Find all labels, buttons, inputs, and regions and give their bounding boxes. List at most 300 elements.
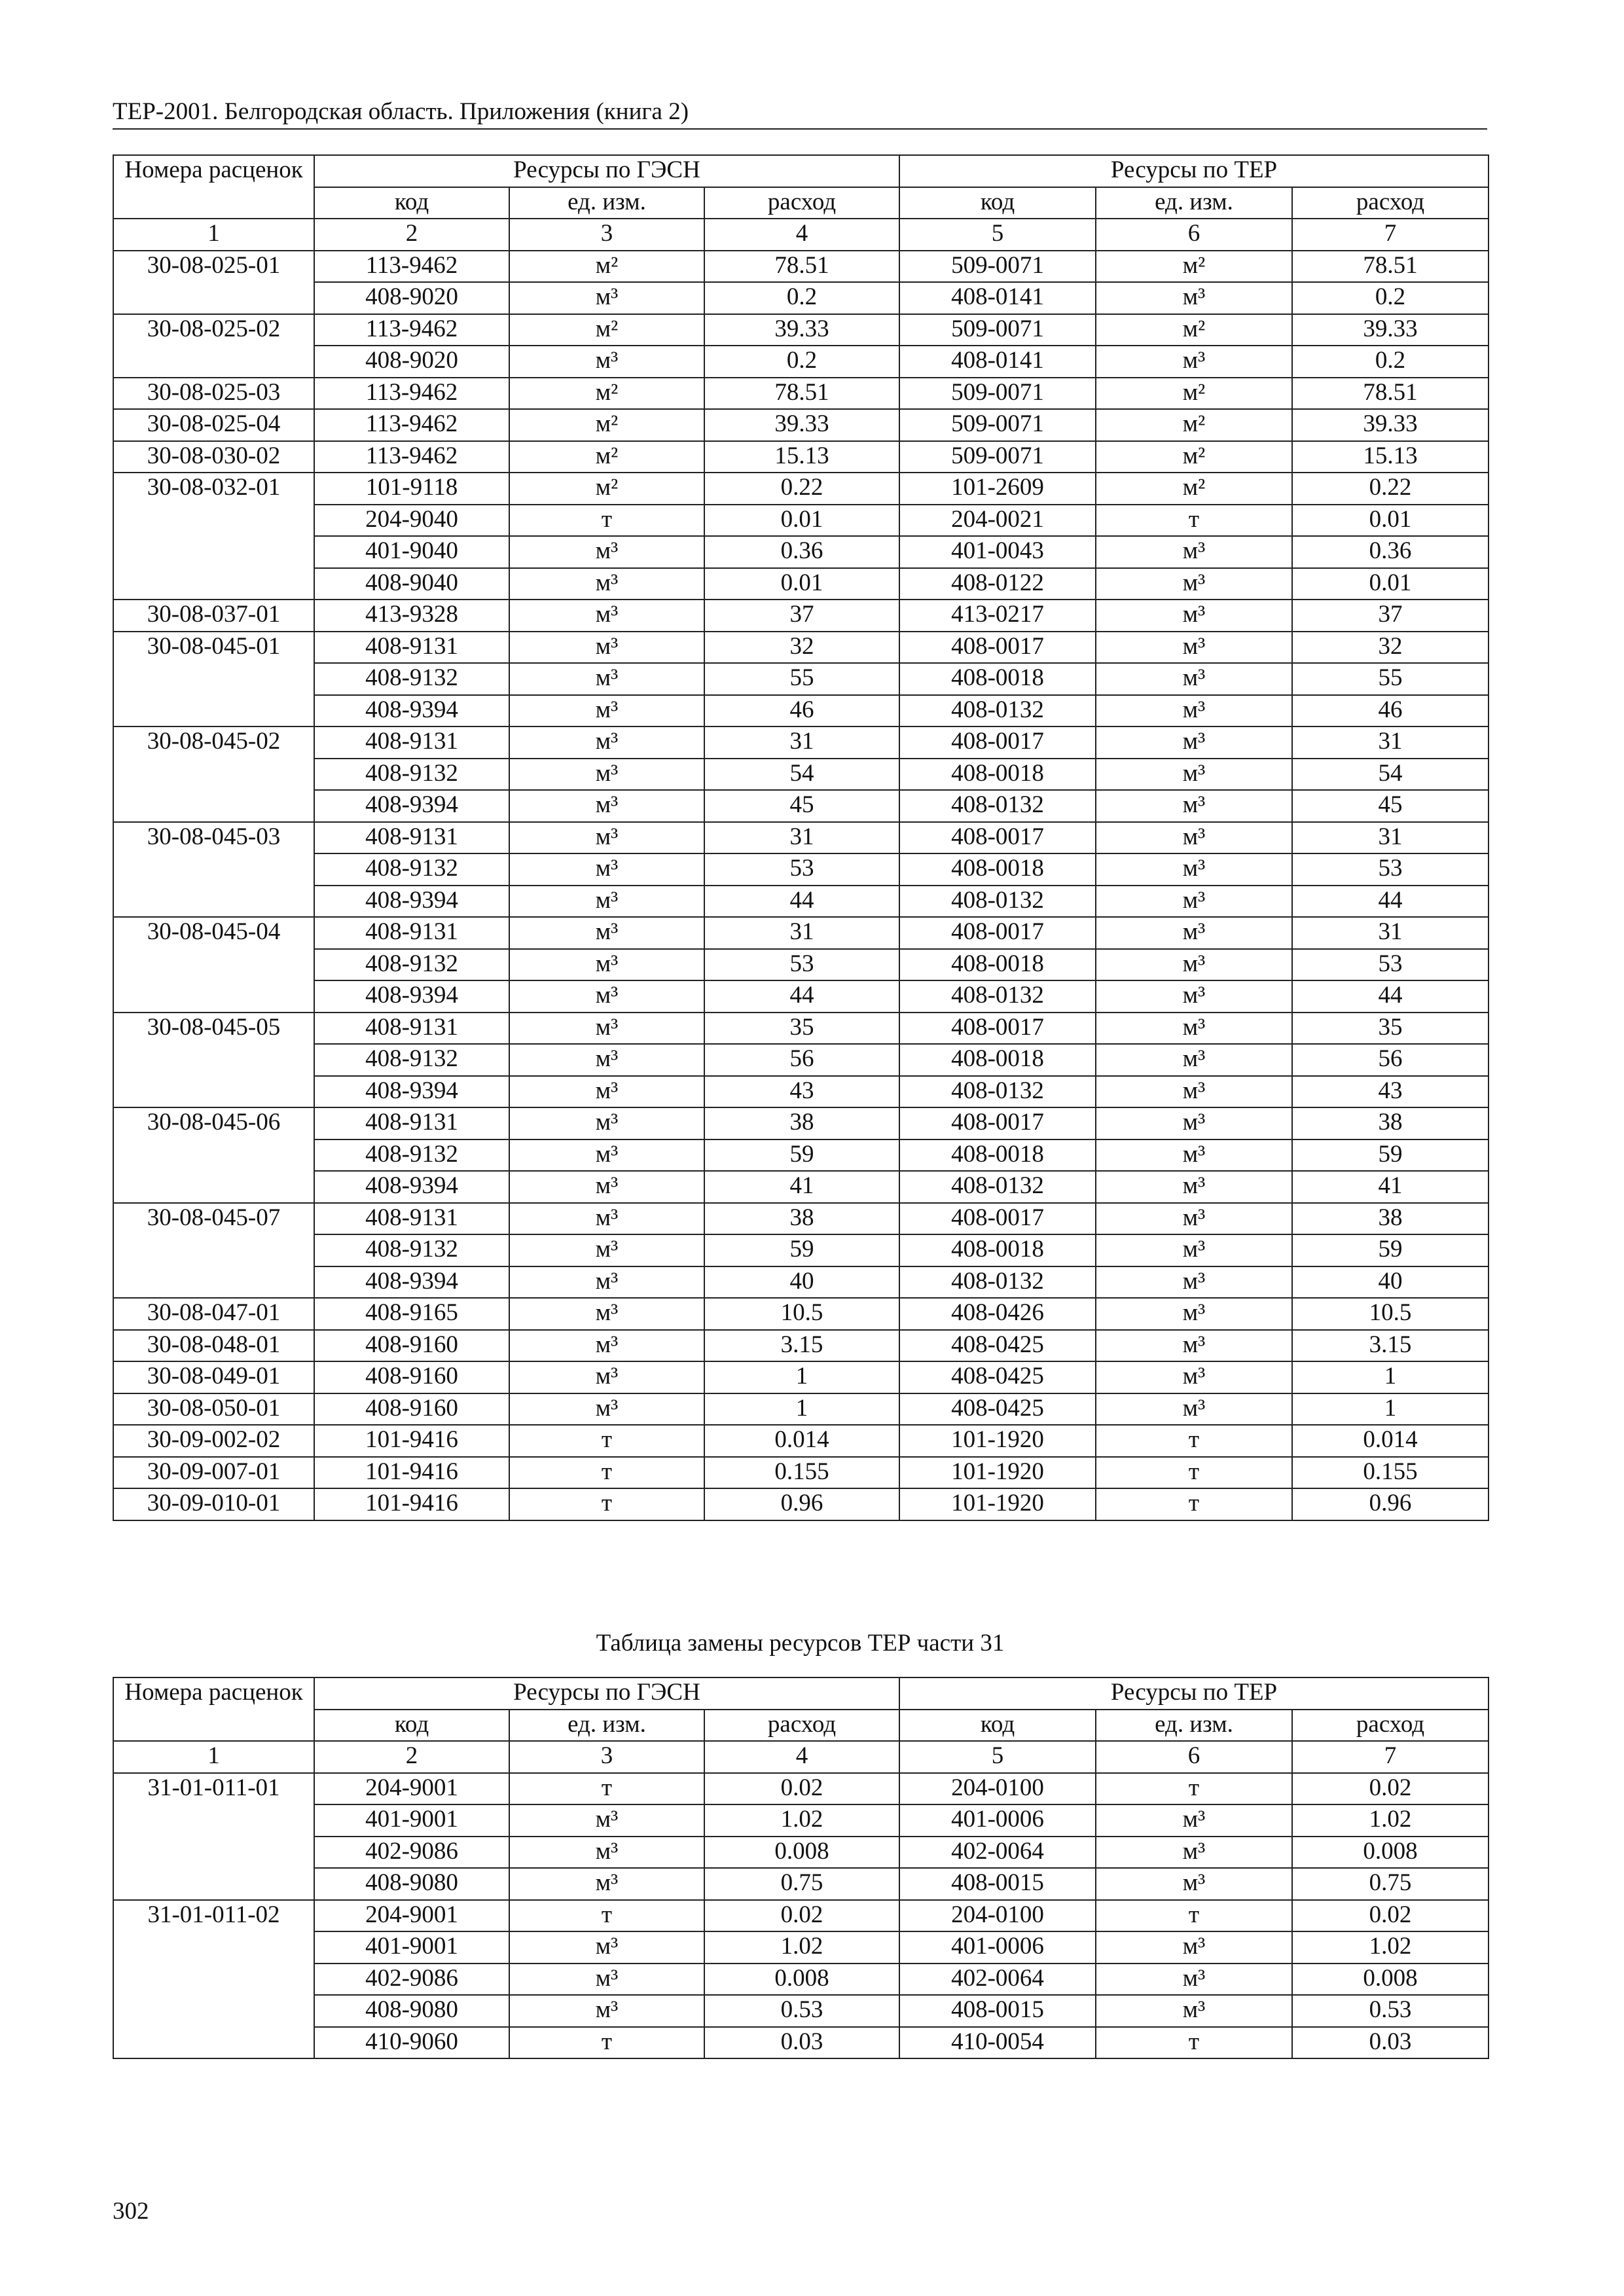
table-row	[113, 1931, 1489, 1964]
rate-number-cell: 30-08-025-01	[113, 251, 314, 314]
table-row	[113, 1298, 1489, 1330]
ter-unit-cell: м³	[1096, 1044, 1292, 1076]
column-number: 4	[704, 1741, 899, 1773]
gesn-qty-cell: 78.51	[704, 251, 899, 283]
gesn-qty-cell: 0.22	[704, 473, 899, 505]
ter-qty-cell: 41	[1292, 1171, 1489, 1203]
table-row	[113, 282, 1489, 314]
gesn-code-cell: 402-9086	[314, 1837, 509, 1869]
ter-unit-cell: м³	[1096, 759, 1292, 791]
gesn-unit-cell: м²	[509, 251, 704, 283]
ter-unit-cell: т	[1096, 1488, 1292, 1520]
ter-unit-cell: м³	[1096, 1804, 1292, 1837]
ter-code-cell: 408-0017	[899, 1013, 1096, 1045]
ter-code-cell: 408-0425	[899, 1361, 1096, 1393]
column-number: 6	[1096, 219, 1292, 251]
table-row	[113, 853, 1489, 886]
table-row	[113, 1139, 1489, 1172]
rate-number-cell: 30-08-045-06	[113, 1107, 314, 1203]
table-row	[113, 409, 1489, 441]
gesn-qty-cell: 0.155	[704, 1457, 899, 1489]
gesn-qty-cell: 1.02	[704, 1804, 899, 1837]
ter-qty-cell: 31	[1292, 726, 1489, 759]
header-gesn-unit: ед. изм.	[509, 187, 704, 219]
gesn-code-cell: 408-9165	[314, 1298, 509, 1330]
table-row	[113, 1361, 1489, 1393]
ter-code-cell: 408-0132	[899, 1266, 1096, 1299]
ter-qty-cell: 0.36	[1292, 536, 1489, 568]
ter-unit-cell: м³	[1096, 600, 1292, 632]
ter-unit-cell: т	[1096, 505, 1292, 537]
gesn-unit-cell: м³	[509, 1234, 704, 1266]
ter-qty-cell: 38	[1292, 1107, 1489, 1139]
ter-qty-cell: 3.15	[1292, 1330, 1489, 1362]
column-number: 7	[1292, 1741, 1489, 1773]
gesn-code-cell: 408-9040	[314, 568, 509, 600]
table-row	[113, 378, 1489, 410]
gesn-code-cell: 408-9080	[314, 1868, 509, 1900]
gesn-qty-cell: 1.02	[704, 1931, 899, 1964]
column-number: 3	[509, 1741, 704, 1773]
gesn-qty-cell: 0.01	[704, 505, 899, 537]
header-ter-code: код	[899, 187, 1096, 219]
rate-number-cell: 30-09-010-01	[113, 1488, 314, 1520]
gesn-unit-cell: м³	[509, 1393, 704, 1426]
gesn-unit-cell: м³	[509, 1171, 704, 1203]
column-number: 7	[1292, 219, 1489, 251]
gesn-code-cell: 408-9160	[314, 1330, 509, 1362]
ter-code-cell: 204-0100	[899, 1900, 1096, 1932]
gesn-code-cell: 408-9132	[314, 1044, 509, 1076]
table-header-row-2	[113, 187, 1489, 219]
ter-unit-cell: т	[1096, 1457, 1292, 1489]
gesn-code-cell: 408-9132	[314, 1234, 509, 1266]
ter-qty-cell: 45	[1292, 790, 1489, 822]
rate-number-cell: 30-08-045-02	[113, 726, 314, 822]
table-row	[113, 441, 1489, 473]
gesn-unit-cell: м³	[509, 1837, 704, 1869]
gesn-code-cell: 408-9131	[314, 1013, 509, 1045]
table-row	[113, 1964, 1489, 1996]
gesn-code-cell: 408-9132	[314, 949, 509, 981]
gesn-code-cell: 408-9132	[314, 853, 509, 886]
header-gesn-code: код	[314, 187, 509, 219]
ter-code-cell: 101-1920	[899, 1425, 1096, 1457]
gesn-qty-cell: 56	[704, 1044, 899, 1076]
gesn-code-cell: 408-9131	[314, 917, 509, 949]
gesn-qty-cell: 37	[704, 600, 899, 632]
table-row	[113, 632, 1489, 664]
gesn-unit-cell: м³	[509, 346, 704, 378]
gesn-qty-cell: 0.02	[704, 1900, 899, 1932]
gesn-unit-cell: м³	[509, 1931, 704, 1964]
gesn-unit-cell: м³	[509, 726, 704, 759]
gesn-code-cell: 401-9001	[314, 1931, 509, 1964]
ter-unit-cell: м³	[1096, 886, 1292, 918]
gesn-qty-cell: 39.33	[704, 409, 899, 441]
gesn-code-cell: 408-9132	[314, 759, 509, 791]
gesn-qty-cell: 0.2	[704, 346, 899, 378]
rate-number-cell: 30-08-025-04	[113, 409, 314, 441]
column-number: 5	[899, 1741, 1096, 1773]
gesn-qty-cell: 31	[704, 822, 899, 854]
rate-number-cell: 30-08-037-01	[113, 600, 314, 632]
ter-code-cell: 408-0018	[899, 853, 1096, 886]
gesn-unit-cell: м²	[509, 314, 704, 346]
gesn-qty-cell: 55	[704, 663, 899, 695]
ter-qty-cell: 38	[1292, 1203, 1489, 1235]
ter-qty-cell: 1	[1292, 1393, 1489, 1426]
gesn-unit-cell: м³	[509, 1298, 704, 1330]
gesn-unit-cell: м³	[509, 1044, 704, 1076]
column-number-row	[113, 219, 1489, 251]
gesn-code-cell: 101-9416	[314, 1488, 509, 1520]
table-row	[113, 1804, 1489, 1837]
rate-number-cell: 30-08-025-02	[113, 314, 314, 378]
gesn-qty-cell: 15.13	[704, 441, 899, 473]
ter-unit-cell: м³	[1096, 790, 1292, 822]
gesn-qty-cell: 59	[704, 1234, 899, 1266]
rate-number-cell: 31-01-011-02	[113, 1900, 314, 2059]
gesn-qty-cell: 0.2	[704, 282, 899, 314]
ter-code-cell: 509-0071	[899, 378, 1096, 410]
ter-code-cell: 408-0132	[899, 790, 1096, 822]
gesn-code-cell: 408-9394	[314, 980, 509, 1013]
table-row	[113, 1837, 1489, 1869]
ter-code-cell: 408-0017	[899, 1203, 1096, 1235]
ter-qty-cell: 0.02	[1292, 1900, 1489, 1932]
header-gesn-unit: ед. изм.	[509, 1710, 704, 1742]
ter-qty-cell: 44	[1292, 980, 1489, 1013]
ter-code-cell: 401-0006	[899, 1804, 1096, 1837]
ter-code-cell: 408-0132	[899, 695, 1096, 727]
column-number: 1	[113, 1741, 314, 1773]
gesn-unit-cell: м³	[509, 1804, 704, 1837]
table-row	[113, 1393, 1489, 1426]
ter-qty-cell: 59	[1292, 1234, 1489, 1266]
column-number: 2	[314, 1741, 509, 1773]
table-header-row-1	[113, 1677, 1489, 1710]
gesn-qty-cell: 0.96	[704, 1488, 899, 1520]
gesn-unit-cell: м³	[509, 1076, 704, 1108]
rate-number-cell: 30-08-045-01	[113, 632, 314, 727]
ter-qty-cell: 31	[1292, 822, 1489, 854]
ter-code-cell: 509-0071	[899, 251, 1096, 283]
table-header-row-2	[113, 1710, 1489, 1742]
ter-unit-cell: т	[1096, 1425, 1292, 1457]
ter-qty-cell: 10.5	[1292, 1298, 1489, 1330]
table-row	[113, 886, 1489, 918]
ter-code-cell: 408-0132	[899, 1171, 1096, 1203]
ter-qty-cell: 54	[1292, 759, 1489, 791]
rate-number-cell: 30-08-030-02	[113, 441, 314, 473]
gesn-unit-cell: м²	[509, 473, 704, 505]
ter-qty-cell: 0.008	[1292, 1964, 1489, 1996]
gesn-qty-cell: 0.008	[704, 1837, 899, 1869]
gesn-code-cell: 408-9131	[314, 1107, 509, 1139]
ter-code-cell: 101-2609	[899, 473, 1096, 505]
gesn-qty-cell: 41	[704, 1171, 899, 1203]
header-gesn-qty: расход	[704, 1710, 899, 1742]
gesn-unit-cell: м³	[509, 822, 704, 854]
ter-unit-cell: т	[1096, 1773, 1292, 1805]
gesn-unit-cell: м³	[509, 1330, 704, 1362]
column-number: 3	[509, 219, 704, 251]
gesn-code-cell: 408-9394	[314, 1076, 509, 1108]
gesn-code-cell: 113-9462	[314, 409, 509, 441]
rate-number-cell: 30-08-032-01	[113, 473, 314, 600]
ter-code-cell: 509-0071	[899, 409, 1096, 441]
gesn-unit-cell: м³	[509, 632, 704, 664]
column-number: 6	[1096, 1741, 1292, 1773]
ter-code-cell: 509-0071	[899, 441, 1096, 473]
ter-unit-cell: м³	[1096, 980, 1292, 1013]
ter-unit-cell: м³	[1096, 346, 1292, 378]
ter-qty-cell: 59	[1292, 1139, 1489, 1172]
gesn-code-cell: 113-9462	[314, 441, 509, 473]
ter-qty-cell: 56	[1292, 1044, 1489, 1076]
gesn-qty-cell: 0.02	[704, 1773, 899, 1805]
ter-code-cell: 204-0021	[899, 505, 1096, 537]
column-number: 5	[899, 219, 1096, 251]
gesn-code-cell: 408-9131	[314, 726, 509, 759]
table-row	[113, 1488, 1489, 1520]
ter-qty-cell: 44	[1292, 886, 1489, 918]
gesn-qty-cell: 53	[704, 853, 899, 886]
ter-code-cell: 408-0141	[899, 282, 1096, 314]
gesn-qty-cell: 44	[704, 980, 899, 1013]
ter-code-cell: 408-0425	[899, 1330, 1096, 1362]
ter-qty-cell: 53	[1292, 949, 1489, 981]
ter-unit-cell: м²	[1096, 378, 1292, 410]
ter-qty-cell: 35	[1292, 1013, 1489, 1045]
gesn-code-cell: 408-9160	[314, 1393, 509, 1426]
gesn-code-cell: 408-9160	[314, 1361, 509, 1393]
table-row	[113, 473, 1489, 505]
gesn-qty-cell: 10.5	[704, 1298, 899, 1330]
ter-qty-cell: 39.33	[1292, 409, 1489, 441]
gesn-unit-cell: т	[509, 1773, 704, 1805]
ter-qty-cell: 0.01	[1292, 505, 1489, 537]
ter-qty-cell: 0.53	[1292, 1995, 1489, 2027]
gesn-unit-cell: т	[509, 1425, 704, 1457]
gesn-code-cell: 113-9462	[314, 378, 509, 410]
gesn-code-cell: 402-9086	[314, 1964, 509, 1996]
ter-unit-cell: м²	[1096, 314, 1292, 346]
ter-unit-cell: м³	[1096, 1837, 1292, 1869]
table-row	[113, 1171, 1489, 1203]
gesn-qty-cell: 35	[704, 1013, 899, 1045]
gesn-unit-cell: м²	[509, 441, 704, 473]
gesn-qty-cell: 0.01	[704, 568, 899, 600]
gesn-qty-cell: 44	[704, 886, 899, 918]
gesn-unit-cell: м³	[509, 600, 704, 632]
ter-code-cell: 408-0426	[899, 1298, 1096, 1330]
ter-qty-cell: 55	[1292, 663, 1489, 695]
gesn-code-cell: 408-9131	[314, 822, 509, 854]
ter-unit-cell: м³	[1096, 282, 1292, 314]
gesn-qty-cell: 32	[704, 632, 899, 664]
ter-qty-cell: 0.014	[1292, 1425, 1489, 1457]
gesn-qty-cell: 0.36	[704, 536, 899, 568]
ter-qty-cell: 0.96	[1292, 1488, 1489, 1520]
ter-unit-cell: м³	[1096, 1107, 1292, 1139]
ter-unit-cell: м²	[1096, 251, 1292, 283]
ter-qty-cell: 1.02	[1292, 1931, 1489, 1964]
ter-qty-cell: 46	[1292, 695, 1489, 727]
ter-code-cell: 204-0100	[899, 1773, 1096, 1805]
ter-unit-cell: т	[1096, 1900, 1292, 1932]
table-row	[113, 314, 1489, 346]
column-number: 4	[704, 219, 899, 251]
rate-number-cell: 30-08-050-01	[113, 1393, 314, 1426]
gesn-unit-cell: м³	[509, 949, 704, 981]
ter-unit-cell: м³	[1096, 1361, 1292, 1393]
ter-unit-cell: м³	[1096, 695, 1292, 727]
gesn-qty-cell: 39.33	[704, 314, 899, 346]
ter-qty-cell: 0.155	[1292, 1457, 1489, 1489]
gesn-code-cell: 113-9462	[314, 251, 509, 283]
gesn-qty-cell: 38	[704, 1107, 899, 1139]
gesn-code-cell: 408-9131	[314, 632, 509, 664]
gesn-unit-cell: м²	[509, 378, 704, 410]
rate-number-cell: 30-09-007-01	[113, 1457, 314, 1489]
table-row	[113, 1013, 1489, 1045]
gesn-unit-cell: м²	[509, 409, 704, 441]
ter-qty-cell: 1	[1292, 1361, 1489, 1393]
table-row	[113, 949, 1489, 981]
ter-code-cell: 101-1920	[899, 1488, 1096, 1520]
gesn-unit-cell: м³	[509, 695, 704, 727]
ter-qty-cell: 0.02	[1292, 1773, 1489, 1805]
ter-code-cell: 408-0132	[899, 1076, 1096, 1108]
gesn-code-cell: 408-9394	[314, 886, 509, 918]
header-ter-code: код	[899, 1710, 1096, 1742]
gesn-qty-cell: 59	[704, 1139, 899, 1172]
gesn-qty-cell: 0.03	[704, 2027, 899, 2059]
gesn-unit-cell: т	[509, 2027, 704, 2059]
gesn-qty-cell: 45	[704, 790, 899, 822]
gesn-qty-cell: 0.75	[704, 1868, 899, 1900]
table-row	[113, 790, 1489, 822]
header-gesn-resources: Ресурсы по ГЭСН	[314, 155, 899, 187]
page-number: 302	[113, 2198, 149, 2225]
gesn-unit-cell: м³	[509, 1139, 704, 1172]
ter-unit-cell: м³	[1096, 1203, 1292, 1235]
rate-number-cell: 31-01-011-01	[113, 1773, 314, 1900]
gesn-qty-cell: 0.014	[704, 1425, 899, 1457]
gesn-unit-cell: м³	[509, 917, 704, 949]
header-rate-number: Номера расценок	[113, 155, 314, 219]
rate-number-cell: 30-09-002-02	[113, 1425, 314, 1457]
ter-unit-cell: м²	[1096, 473, 1292, 505]
gesn-code-cell: 204-9040	[314, 505, 509, 537]
ter-qty-cell: 78.51	[1292, 251, 1489, 283]
gesn-unit-cell: м³	[509, 980, 704, 1013]
ter-unit-cell: м³	[1096, 632, 1292, 664]
gesn-unit-cell: м³	[509, 282, 704, 314]
ter-code-cell: 408-0015	[899, 1868, 1096, 1900]
rate-number-cell: 30-08-048-01	[113, 1330, 314, 1362]
ter-unit-cell: м³	[1096, 1393, 1292, 1426]
gesn-code-cell: 408-9394	[314, 790, 509, 822]
ter-code-cell: 408-0017	[899, 822, 1096, 854]
ter-code-cell: 401-0006	[899, 1931, 1096, 1964]
gesn-qty-cell: 53	[704, 949, 899, 981]
gesn-code-cell: 408-9080	[314, 1995, 509, 2027]
ter-code-cell: 408-0015	[899, 1995, 1096, 2027]
gesn-unit-cell: м³	[509, 1266, 704, 1299]
header-ter-resources: Ресурсы по ТЕР	[899, 1677, 1489, 1710]
ter-unit-cell: м³	[1096, 1868, 1292, 1900]
header-rate-number: Номера расценок	[113, 1677, 314, 1741]
table-row	[113, 1773, 1489, 1805]
ter-code-cell: 408-0018	[899, 1234, 1096, 1266]
ter-code-cell: 101-1920	[899, 1457, 1096, 1489]
gesn-qty-cell: 3.15	[704, 1330, 899, 1362]
gesn-unit-cell: м³	[509, 853, 704, 886]
gesn-qty-cell: 54	[704, 759, 899, 791]
ter-unit-cell: м³	[1096, 1171, 1292, 1203]
rate-number-cell: 30-08-047-01	[113, 1298, 314, 1330]
gesn-code-cell: 410-9060	[314, 2027, 509, 2059]
gesn-code-cell: 408-9394	[314, 1266, 509, 1299]
table-row	[113, 1995, 1489, 2027]
resource-table-part-30	[113, 154, 1489, 1521]
ter-unit-cell: м³	[1096, 1330, 1292, 1362]
ter-qty-cell: 0.2	[1292, 346, 1489, 378]
header-ter-qty: расход	[1292, 187, 1489, 219]
gesn-qty-cell: 40	[704, 1266, 899, 1299]
ter-code-cell: 408-0017	[899, 917, 1096, 949]
ter-qty-cell: 15.13	[1292, 441, 1489, 473]
rate-number-cell: 30-08-045-07	[113, 1203, 314, 1299]
table-header-row-1	[113, 155, 1489, 187]
gesn-qty-cell: 0.008	[704, 1964, 899, 1996]
table-row	[113, 1076, 1489, 1108]
table-row	[113, 1203, 1489, 1235]
gesn-code-cell: 101-9416	[314, 1425, 509, 1457]
gesn-code-cell: 101-9118	[314, 473, 509, 505]
ter-unit-cell: м³	[1096, 917, 1292, 949]
ter-unit-cell: м³	[1096, 1076, 1292, 1108]
gesn-code-cell: 408-9132	[314, 663, 509, 695]
ter-code-cell: 408-0425	[899, 1393, 1096, 1426]
gesn-unit-cell: м³	[509, 568, 704, 600]
ter-qty-cell: 53	[1292, 853, 1489, 886]
ter-qty-cell: 31	[1292, 917, 1489, 949]
table-row	[113, 505, 1489, 537]
gesn-unit-cell: м³	[509, 1013, 704, 1045]
resource-table-part-31	[113, 1677, 1489, 2059]
rate-number-cell: 30-08-045-05	[113, 1013, 314, 1108]
ter-unit-cell: т	[1096, 2027, 1292, 2059]
ter-code-cell: 408-0017	[899, 726, 1096, 759]
rate-number-cell: 30-08-045-03	[113, 822, 314, 918]
table-row	[113, 1868, 1489, 1900]
header-gesn-resources: Ресурсы по ГЭСН	[314, 1677, 899, 1710]
table-row	[113, 663, 1489, 695]
ter-qty-cell: 0.22	[1292, 473, 1489, 505]
ter-code-cell: 402-0064	[899, 1964, 1096, 1996]
gesn-unit-cell: т	[509, 1488, 704, 1520]
ter-code-cell: 401-0043	[899, 536, 1096, 568]
gesn-unit-cell: м³	[509, 1868, 704, 1900]
gesn-code-cell: 113-9462	[314, 314, 509, 346]
ter-unit-cell: м³	[1096, 1964, 1292, 1996]
table-row	[113, 726, 1489, 759]
table-row	[113, 568, 1489, 600]
